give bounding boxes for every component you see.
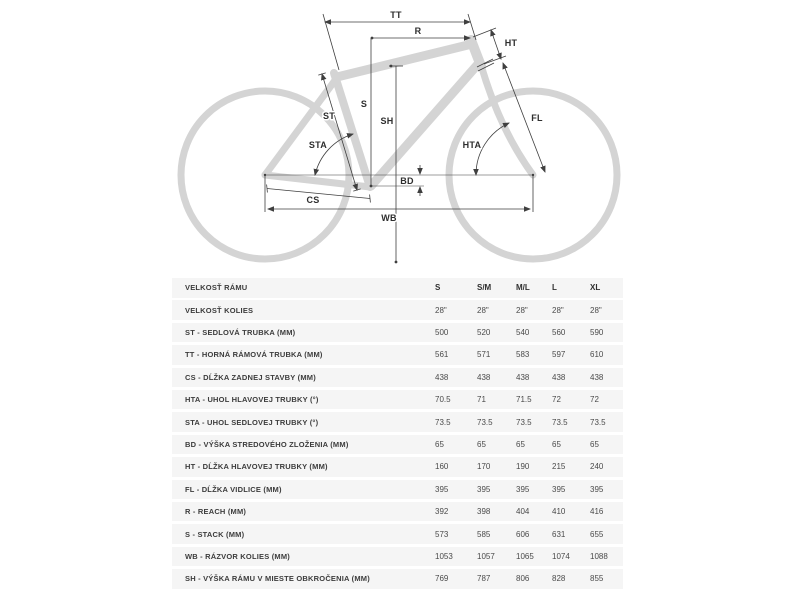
cell-s: 395 xyxy=(435,484,449,494)
ht-ext-bottom xyxy=(484,56,506,64)
cell-s: 28" xyxy=(435,305,447,315)
geometry-table xyxy=(172,278,623,591)
cell-l: 215 xyxy=(552,462,566,472)
cell-xl: 590 xyxy=(590,328,604,338)
label-fl: FL xyxy=(531,113,543,123)
cell-l: 395 xyxy=(552,484,566,494)
dim-labels xyxy=(306,10,543,223)
cell-ml: 1065 xyxy=(516,551,534,561)
frame xyxy=(265,40,533,187)
cell-ml: 395 xyxy=(516,484,530,494)
cell-l: 28" xyxy=(552,305,564,315)
row-label: STA - UHOL SEDLOVEJ TRUBKY (°) xyxy=(185,417,319,427)
bike-geometry-diagram xyxy=(0,0,800,277)
cell-xl: 416 xyxy=(590,507,604,517)
cell-xl: 855 xyxy=(590,574,604,584)
cell-l: L xyxy=(552,283,557,293)
cell-xl: XL xyxy=(590,283,601,293)
cell-xl: 610 xyxy=(590,350,604,360)
cell-sm: 71 xyxy=(477,395,486,405)
cell-l: 560 xyxy=(552,328,566,338)
row-label: VELKOSŤ KOLIES xyxy=(185,305,254,315)
row-label: FL - DĹŽKA VIDLICE (MM) xyxy=(185,484,282,494)
label-sh: SH xyxy=(380,116,394,126)
table-row xyxy=(172,323,623,343)
row-label: HTA - UHOL HLAVOVEJ TRUBKY (°) xyxy=(185,395,319,405)
cell-xl: 28" xyxy=(590,305,602,315)
label-sta: STA xyxy=(308,140,328,150)
cell-sm: 520 xyxy=(477,328,491,338)
row-label: S - STACK (MM) xyxy=(185,529,245,539)
cell-l: 597 xyxy=(552,350,566,360)
cell-s: 65 xyxy=(435,439,444,449)
cell-l: 631 xyxy=(552,529,566,539)
dot-sh-top xyxy=(390,65,393,68)
cell-sm: 28" xyxy=(477,305,489,315)
cell-ml: 65 xyxy=(516,439,525,449)
cell-sm: 1057 xyxy=(477,551,495,561)
table-row xyxy=(172,502,623,522)
cs-tick-left xyxy=(267,185,268,193)
cell-ml: 806 xyxy=(516,574,530,584)
row-label: TT - HORNÁ RÁMOVÁ TRUBKA (MM) xyxy=(185,350,323,360)
label-st: ST xyxy=(322,111,336,121)
cell-sm: 170 xyxy=(477,462,491,472)
cell-xl: 73.5 xyxy=(590,417,606,427)
row-label: BD - VÝŠKA STREDOVÉHO ZLOŽENIA (MM) xyxy=(185,439,349,449)
cell-ml: 540 xyxy=(516,328,530,338)
cell-ml: 190 xyxy=(516,462,530,472)
cell-xl: 240 xyxy=(590,462,604,472)
cell-xl: 438 xyxy=(590,372,604,382)
cell-s: S xyxy=(435,283,441,293)
cell-sm: 73.5 xyxy=(477,417,493,427)
cell-s: 392 xyxy=(435,507,449,517)
cell-ml: 606 xyxy=(516,529,530,539)
cell-ml: 583 xyxy=(516,350,530,360)
cell-s: 438 xyxy=(435,372,449,382)
ht-dim-line xyxy=(491,30,501,59)
table-row xyxy=(172,278,623,298)
cell-xl: 72 xyxy=(590,395,599,405)
cell-sm: 395 xyxy=(477,484,491,494)
cell-l: 73.5 xyxy=(552,417,568,427)
cell-sm: 571 xyxy=(477,350,491,360)
dot-bb xyxy=(370,185,373,188)
cell-xl: 655 xyxy=(590,529,604,539)
label-bd: BD xyxy=(400,176,414,186)
cell-s: 769 xyxy=(435,574,449,584)
cell-s: 561 xyxy=(435,350,449,360)
cell-sm: 398 xyxy=(477,507,491,517)
cell-l: 828 xyxy=(552,574,566,584)
cell-l: 72 xyxy=(552,395,561,405)
dimensions xyxy=(265,14,545,262)
cell-l: 410 xyxy=(552,507,566,517)
row-label: ST - SEDLOVÁ TRUBKA (MM) xyxy=(185,328,296,338)
cell-s: 70.5 xyxy=(435,395,451,405)
label-r: R xyxy=(414,26,422,36)
cell-s: 573 xyxy=(435,529,449,539)
table-row xyxy=(172,435,623,455)
table-row xyxy=(172,547,623,567)
table-row xyxy=(172,457,623,477)
cell-ml: 438 xyxy=(516,372,530,382)
cell-sm: S/M xyxy=(477,283,492,293)
cell-xl: 65 xyxy=(590,439,599,449)
label-wb: WB xyxy=(381,213,397,223)
cell-ml: 28" xyxy=(516,305,528,315)
row-label: SH - VÝŠKA RÁMU V MIESTE OBKROČENIA (MM) xyxy=(185,574,370,584)
cell-sm: 438 xyxy=(477,372,491,382)
table-row xyxy=(172,412,623,432)
label-hta: HTA xyxy=(462,140,482,150)
row-label: HT - DĹŽKA HLAVOVEJ TRUBKY (MM) xyxy=(185,462,328,472)
cell-l: 438 xyxy=(552,372,566,382)
cell-ml: 73.5 xyxy=(516,417,532,427)
cell-s: 1053 xyxy=(435,551,453,561)
cell-l: 1074 xyxy=(552,551,570,561)
label-cs: CS xyxy=(306,195,320,205)
cell-s: 73.5 xyxy=(435,417,451,427)
cell-s: 160 xyxy=(435,462,449,472)
row-label: VELKOSŤ RÁMU xyxy=(185,283,248,293)
dot-r-corner xyxy=(371,37,374,40)
label-tt: TT xyxy=(390,10,402,20)
cell-sm: 65 xyxy=(477,439,486,449)
table-row xyxy=(172,480,623,500)
cell-xl: 395 xyxy=(590,484,604,494)
cell-l: 65 xyxy=(552,439,561,449)
label-s: S xyxy=(360,99,368,109)
row-label: CS - DĹŽKA ZADNEJ STAVBY (MM) xyxy=(185,372,316,382)
cell-ml: 71.5 xyxy=(516,395,532,405)
table-row xyxy=(172,524,623,544)
cs-tick-right xyxy=(370,195,371,203)
cell-sm: 585 xyxy=(477,529,491,539)
row-label: R - REACH (MM) xyxy=(185,507,247,517)
table-row xyxy=(172,390,623,410)
dot-sh-bottom xyxy=(395,261,398,264)
geometry-svg xyxy=(0,0,800,277)
label-ht: HT xyxy=(504,38,518,48)
row-label: WB - RÁZVOR KOLIES (MM) xyxy=(185,551,291,561)
table-row xyxy=(172,300,623,320)
table-row xyxy=(172,345,623,365)
table-row xyxy=(172,368,623,388)
dot-rear-axle xyxy=(264,174,266,176)
cell-ml: M/L xyxy=(516,283,530,293)
dot-front-axle xyxy=(532,174,534,176)
table-row xyxy=(172,569,623,589)
cell-s: 500 xyxy=(435,328,449,338)
top-tube xyxy=(337,44,472,77)
cell-xl: 1088 xyxy=(590,551,608,561)
cell-sm: 787 xyxy=(477,574,491,584)
cell-ml: 404 xyxy=(516,507,530,517)
